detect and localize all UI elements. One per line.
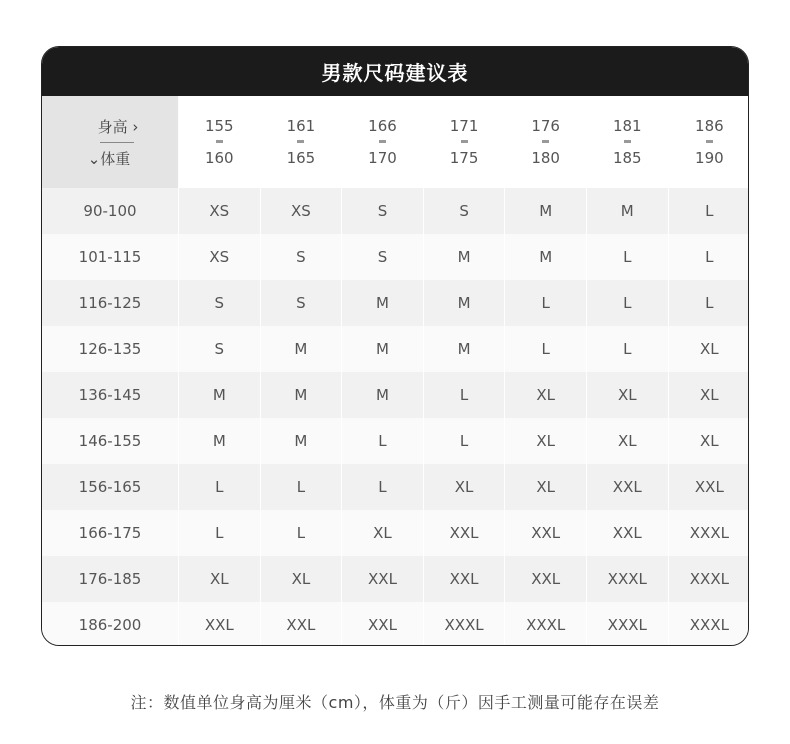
size-cell: XXL [505,510,587,556]
size-cell: S [342,188,424,234]
height-range-header [587,96,669,188]
size-cell: XL [669,372,749,418]
size-cell: L [669,234,749,280]
size-cell: M [424,326,506,372]
size-cell: XS [261,188,343,234]
range-dash [461,140,468,143]
size-cell: L [179,510,261,556]
size-cell: M [505,188,587,234]
range-dash [706,140,713,143]
height-range-max: 185 [612,149,642,167]
size-cell: L [424,418,506,464]
size-cell: XS [179,188,261,234]
weight-range-cell: 166-175 [42,510,179,556]
range-dash [216,140,223,143]
size-cell: XXXL [669,602,749,646]
size-cell: XL [342,510,424,556]
size-cell: XXXL [587,602,669,646]
height-axis-label: 身高 › [97,117,139,136]
weight-range-cell: 116-125 [42,280,179,326]
weight-range-cell: 136-145 [42,372,179,418]
size-cell: XL [261,556,343,602]
size-cell: XXL [587,510,669,556]
size-cell: L [669,280,749,326]
range-dash [297,140,304,143]
size-cell: S [261,234,343,280]
height-range-min: 181 [612,117,642,135]
weight-range-cell: 126-135 [42,326,179,372]
height-range-max: 190 [695,149,724,167]
size-cell: XXL [505,556,587,602]
size-cell: M [587,188,669,234]
size-cell: XXL [424,556,506,602]
size-cell: XL [424,464,506,510]
height-range-min: 171 [449,117,479,135]
size-cell: XL [179,556,261,602]
size-cell: L [587,234,669,280]
height-range-header [179,96,261,188]
corner-divider [100,142,134,143]
height-range-min: 155 [204,117,234,135]
weight-axis-label: ⌄体重 [87,149,131,168]
height-range-header [342,96,424,188]
size-cell: XL [587,372,669,418]
size-chart-title: 男款尺码建议表 [42,47,748,96]
size-cell: M [342,280,424,326]
size-cell: XL [505,418,587,464]
size-cell: XXXL [669,556,749,602]
size-cell: M [505,234,587,280]
weight-range-cell: 90-100 [42,188,179,234]
size-cell: M [261,326,343,372]
size-cell: XXXL [669,510,749,556]
size-cell: M [179,372,261,418]
size-cell: XL [669,326,749,372]
size-cell: XXL [179,602,261,646]
size-cell: XXL [261,602,343,646]
size-cell: M [424,280,506,326]
weight-range-cell: 146-155 [42,418,179,464]
size-cell: L [587,280,669,326]
size-cell: L [261,464,343,510]
size-cell: L [505,280,587,326]
size-cell: XL [669,418,749,464]
size-cell: XXL [342,556,424,602]
size-cell: S [179,280,261,326]
size-chart-table [42,96,749,646]
size-cell: XL [505,372,587,418]
weight-range-cell: 156-165 [42,464,179,510]
size-cell: L [424,372,506,418]
size-cell: M [261,372,343,418]
size-cell: L [342,418,424,464]
weight-range-cell: 186-200 [42,602,179,646]
size-cell: XL [505,464,587,510]
height-range-max: 165 [286,149,316,167]
size-cell: S [261,280,343,326]
size-cell: XS [179,234,261,280]
size-cell: L [179,464,261,510]
height-range-max: 175 [449,149,479,167]
size-cell: S [342,234,424,280]
size-cell: M [424,234,506,280]
height-range-max: 160 [204,149,234,167]
height-range-min: 186 [695,117,724,135]
height-range-header [505,96,587,188]
height-range-header [669,96,749,188]
size-cell: S [179,326,261,372]
range-dash [624,140,631,143]
size-cell: XXXL [424,602,506,646]
size-cell: M [179,418,261,464]
weight-range-cell: 176-185 [42,556,179,602]
height-range-header [424,96,506,188]
range-dash [542,140,549,143]
weight-range-cell: 101-115 [42,234,179,280]
size-cell: L [505,326,587,372]
table-corner-header [42,96,179,188]
height-range-min: 161 [286,117,316,135]
height-range-max: 180 [531,149,560,167]
size-cell: M [342,372,424,418]
size-cell: XXXL [587,556,669,602]
height-range-min: 166 [368,117,397,135]
size-chart-card [41,46,749,646]
size-cell: XXL [669,464,749,510]
size-cell: XXL [342,602,424,646]
height-range-min: 176 [531,117,560,135]
size-cell: M [342,326,424,372]
size-cell: L [669,188,749,234]
size-cell: M [261,418,343,464]
size-cell: XXL [587,464,669,510]
range-dash [379,140,386,143]
size-cell: L [261,510,343,556]
size-cell: XL [587,418,669,464]
height-range-max: 170 [368,149,397,167]
height-range-header [261,96,343,188]
measurement-note: 注：数值单位身高为厘米（cm），体重为（斤）因手工测量可能存在误差 [130,693,660,712]
size-cell: S [424,188,506,234]
size-cell: L [342,464,424,510]
size-cell: L [587,326,669,372]
size-cell: XXL [424,510,506,556]
size-cell: XXXL [505,602,587,646]
